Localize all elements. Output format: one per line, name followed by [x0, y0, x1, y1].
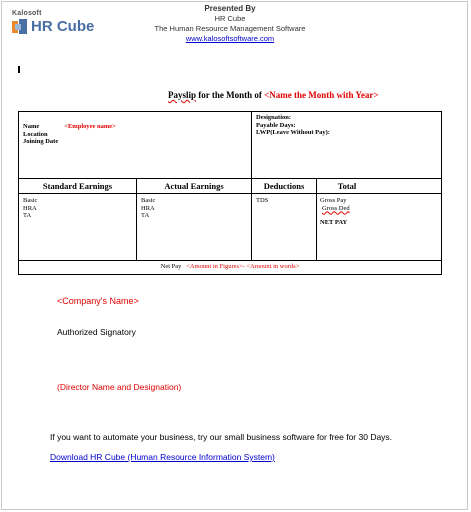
authorized-signatory: Authorized Signatory [57, 327, 136, 337]
employee-info [23, 123, 116, 146]
standard-item: HRA [23, 204, 37, 212]
designation-label: Designation: [256, 114, 292, 121]
col-deductions: Deductions [263, 181, 305, 191]
standard-item: Basic [23, 197, 38, 204]
lwp-label: LWP(Leave Without Pay): [256, 129, 330, 137]
col-actual-earnings: Actual Earnings [164, 181, 224, 191]
text-cursor [18, 66, 20, 73]
col-standard-earnings: Standard Earnings [42, 181, 113, 191]
joining-date-label: Joining Date [23, 138, 59, 146]
payslip-title [168, 90, 379, 100]
month-placeholder: <Name the Month with Year> [264, 90, 379, 100]
hr-cube-logo-icon [12, 19, 28, 35]
gross-pay-label: Gross Pay [320, 197, 347, 204]
actual-earnings-list [141, 197, 155, 220]
amount-figures-placeholder: <Amount in Figures> [186, 263, 243, 270]
net-pay-total-label: NET PAY [320, 219, 348, 227]
company-logo [12, 10, 94, 35]
actual-item: Basic [141, 197, 156, 204]
presented-by: Presented By [204, 4, 256, 13]
promo-text: If you want to automate your business, try our small business software for free for 30 Days. [50, 432, 393, 442]
payable-days-label: Payable Days: [256, 121, 296, 129]
location-label: Location [23, 130, 48, 138]
logo-brand-small: Kalosoft [12, 10, 42, 17]
company-name-placeholder: <Company's Name> [57, 296, 139, 306]
col-total: Total [337, 181, 357, 191]
website-link[interactable]: www.kalosoftsoftware.com [185, 34, 275, 43]
payslip-table [18, 111, 442, 275]
standard-earnings-list [23, 197, 37, 220]
employee-name-placeholder: <Employee name> [64, 123, 116, 130]
deductions-list [256, 197, 268, 205]
product-name: HR Cube [214, 14, 246, 23]
deduction-item: TDS [256, 197, 269, 204]
employment-info [256, 114, 330, 137]
name-label: Name [23, 123, 40, 130]
amount-separator: - [242, 263, 247, 270]
product-tagline: The Human Resource Management Software [154, 24, 306, 33]
document-header [120, 4, 340, 44]
totals-list [320, 197, 350, 227]
standard-item: TA [23, 212, 32, 220]
actual-item: HRA [141, 204, 155, 212]
net-pay-label: Net Pay [160, 263, 182, 270]
payslip-word: Payslip [168, 90, 197, 100]
actual-item: TA [141, 212, 150, 220]
title-rest: for the Month of [196, 90, 265, 100]
amount-words-placeholder: <Amount in words> [246, 263, 300, 270]
director-placeholder: (Director Name and Designation) [57, 382, 182, 392]
net-pay-row [19, 263, 441, 271]
download-link[interactable]: Download HR Cube (Human Resource Information System) [50, 452, 275, 462]
gross-ded-label: Gross Ded [322, 204, 350, 212]
logo-brand-name: HR Cube [31, 18, 95, 35]
